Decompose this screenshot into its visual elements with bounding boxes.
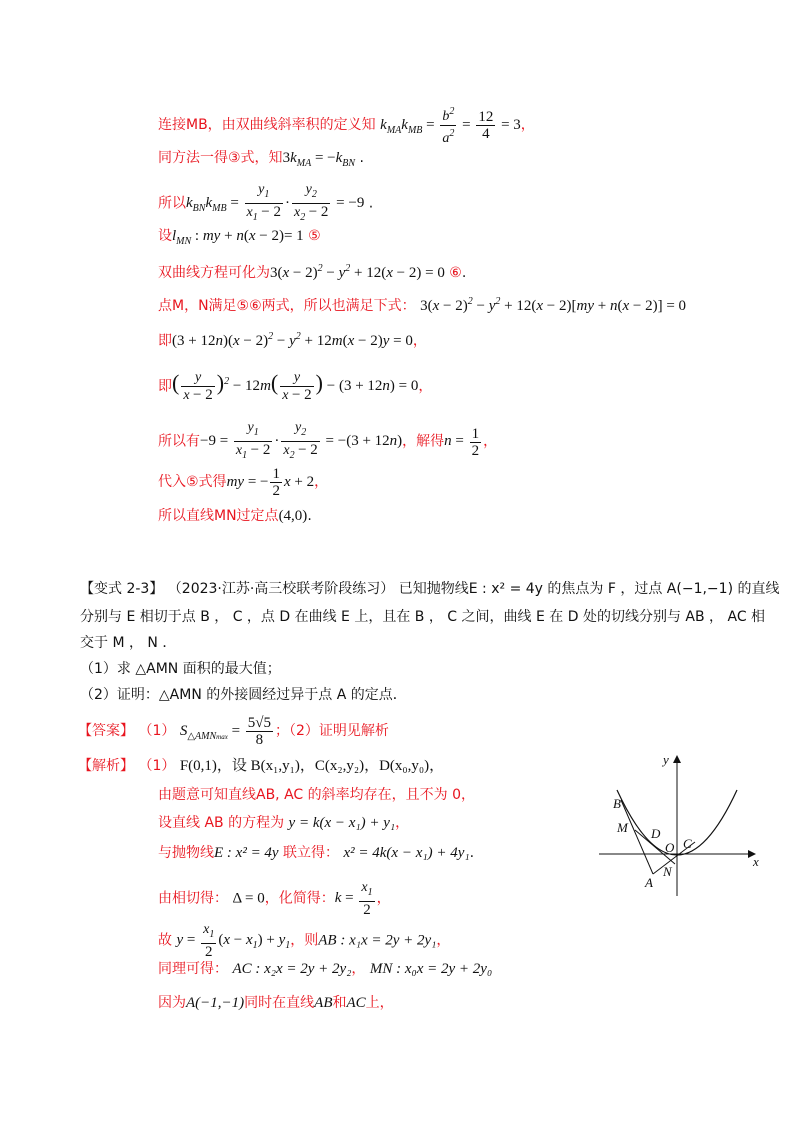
line-8-formula: ( $\frac{y}{x - 2}$ )$^2$ − 12m( $\frac{y}{x - 2}$ ) − (3 + 12n) = 0 [172, 370, 419, 403]
analysis-formula-8e: AC [346, 995, 366, 1011]
analysis-formula-4b: x² = 4k(x − x₁) + 4y₁ [343, 845, 470, 861]
line-6-text: 点M，N满足⑤⑥两式，所以也满足下式： [158, 298, 416, 314]
problem-line-1 [80, 578, 779, 600]
answer-formula: $S_{\triangle AMNmax}$ = $\frac{5√5}{8}$ [179, 715, 272, 748]
analysis-text-8f: 上， [365, 995, 394, 1011]
line-5: 双曲线方程可化为$3(x - 2)^2 - y^2 + 12(x - 2) = 0$ ⑥. [158, 263, 467, 281]
line-2-text: 同方法一得③式，知 [158, 150, 283, 166]
analysis-line-4: 与抛物线E : x² = 4y 联立得： x² = 4k(x − x₁) + 4y₁. [158, 845, 475, 861]
analysis-text-8d: 和 [332, 995, 347, 1011]
analysis-formula-7b: MN : x₀x = 2y + 2y₀ [369, 961, 493, 977]
question-2 [80, 684, 407, 706]
line-2-formula: $3k_{MA} = -k_{BN}$ [282, 150, 356, 169]
label-D: D [651, 826, 661, 841]
label-x: x [753, 854, 759, 869]
analysis-text-3: 设直线 AB 的方程为 [158, 815, 285, 831]
line-3-text: 所以 [158, 195, 186, 212]
analysis-formula-8c: AB [314, 995, 333, 1011]
analysis-formula-3: y = k(x − x₁) + y₁ [288, 815, 396, 831]
line-4 [158, 225, 321, 253]
analysis-label: 【解析】 [78, 758, 134, 774]
line-4-text: 设 [158, 228, 172, 244]
problem-line-2 [80, 606, 765, 628]
line-4-formula: $l_{MN}$ : my + n(x − 2)= 1 [172, 228, 304, 247]
analysis-text-6b: ，则 [290, 932, 319, 949]
analysis-text-4b: 联立得： [283, 845, 340, 861]
problem-stem-3: 交于 M ， N ． [80, 635, 177, 651]
analysis-line-3: 设直线 AB 的方程为 y = k(x − x₁) + y₁， [158, 815, 410, 831]
line-11: 所以直线MN过定点(4,0). [158, 508, 312, 524]
line-5-text: 双曲线方程可化为 [158, 265, 270, 281]
line-7: 即$(3 + 12n)(x - 2)^2 - y^2 + 12m(x - 2)y = 0$， [158, 331, 427, 349]
analysis-text-2: 由题意可知直线AB, AC 的斜率均存在，且不为 0， [158, 787, 475, 803]
line-10-formula: my = − $\frac{1}{2}$ x + 2 [226, 466, 315, 499]
analysis-text-5b: ，化简得： [264, 890, 335, 907]
label-N: N [663, 864, 672, 879]
line-11-text: 所以直线MN过定点 [158, 508, 279, 524]
analysis-formula-5: Δ = 0 [232, 890, 265, 907]
analysis-text-6: 故 [158, 932, 172, 949]
label-y: y [663, 752, 669, 767]
line-10: 代入⑤式得my = − $\frac{1}{2}$ x + 2， [158, 466, 329, 499]
analysis-text-7: 同理可得： [158, 961, 228, 977]
analysis-part1: （1） [138, 758, 176, 774]
line-9-formula: −9 = $\frac{y_1}{x_1 - 2}$ · $\frac{y_2}{x_2 - 2}$ = −(3 + 12n) [200, 420, 403, 461]
problem-source: （2023·江苏·高三校联考阶段练习） [167, 581, 395, 597]
problem-stem-2: 分别与 E 相切于点 B ， C ，点 D 在曲线 E 上，且在 B ， C 之间，曲线 E 在 D 处的切线分别与 AB ， AC 相 [80, 609, 766, 625]
line-11-formula: (4,0) [278, 508, 308, 524]
line-6 [158, 291, 686, 317]
line-1: 连接MB，由双曲线斜率积的定义知 $k_{MA}k_{MB}$ = $\frac{b^2}{a^2}$ = $\frac{12}{4}$ = 3， [158, 106, 535, 146]
line-9-text-b: ，解得 [402, 433, 445, 450]
analysis-text-4: 与抛物线 [158, 845, 214, 861]
line-1-formula: $k_{MA}k_{MB}$ = $\frac{b^2}{a^2}$ = $\frac{12}{4}$ = 3 [380, 106, 521, 146]
analysis-text-5: 由相切得： [158, 890, 228, 907]
circled-5: ⑤ [308, 228, 321, 244]
line-5-formula: $3(x - 2)^2 - y^2 + 12(x - 2) = 0$ [270, 263, 445, 281]
problem-line-3 [80, 632, 176, 654]
analysis-formula-4: E : x² = 4y [214, 845, 279, 861]
analysis-line-1 [78, 755, 444, 777]
answer-label: 【答案】 [78, 722, 134, 739]
line-8: 即( $\frac{y}{x - 2}$ )$^2$ − 12m( $\frac{y}{x - 2}$ ) − (3 + 12n) = 0， [158, 370, 433, 403]
analysis-formula-8: A(−1,−1) [186, 995, 245, 1011]
label-A: A [645, 875, 653, 890]
line-3: 所以$k_{BN}k_{MB}$ = $\frac{y_1}{x_1 - 2}$ · $\frac{y_2}{x_2 - 2}$ = −9 . [158, 182, 374, 223]
analysis-line-8 [158, 992, 394, 1014]
line-2: 同方法一得③式，知$3k_{MA} = -k_{BN}$ . [158, 150, 364, 169]
analysis-line-5: 由相切得： Δ = 0，化简得：k = $\frac{x_1}{2}$ ， [158, 880, 391, 918]
answer-line [78, 715, 389, 748]
label-C: C [683, 836, 692, 851]
line-9-formula-2: n = $\frac{1}{2}$ [444, 425, 480, 459]
line-10-text: 代入⑤式得 [158, 473, 227, 490]
label-M: M [617, 820, 628, 835]
problem-stem-1: 已知抛物线E : x² = 4y 的焦点为 F ，过点 A(−1,−1) 的直线 [398, 581, 780, 597]
analysis-text-8: 因为 [158, 995, 186, 1011]
line-9: 所以有−9 = $\frac{y_1}{x_1 - 2}$ · $\frac{y_2}{x_2 - 2}$ = −(3 + 12n)，解得n = $\frac{1}{2}$ ， [158, 420, 498, 461]
analysis-line-2 [158, 784, 475, 806]
tangent-AB [621, 800, 653, 874]
analysis-line-6: 故 y = $\frac{x_1}{2}$ $(x - x_1) + y_1$，则AB : x₁x = 2y + 2y₁， [158, 922, 451, 960]
line-3-formula: $k_{BN}k_{MB}$ = $\frac{y_1}{x_1 - 2}$ · $\frac{y_2}{x_2 - 2}$ = −9 [186, 182, 365, 223]
label-O: O [665, 840, 675, 855]
question-2-text: （2）证明：△AMN 的外接圆经过异于点 A 的定点． [80, 687, 407, 703]
answer-part2: ；（2）证明见解析 [275, 722, 389, 739]
line-7-text: 即 [158, 333, 172, 349]
analysis-formula-1: F(0,1)，设 B(x₁,y₁)，C(x₂,y₂)，D(x₀,y₀)， [179, 758, 445, 774]
analysis-formula-6b: AB : x₁x = 2y + 2y₁ [318, 932, 437, 949]
line-6-formula: $3(x - 2)^2 - y^2 + 12(x - 2)[my + n(x - 2)] = 0$ [420, 296, 687, 314]
analysis-formula-7: AC : x₂x = 2y + 2y₂ [232, 961, 352, 977]
analysis-formula-6: y = $\frac{x_1}{2}$ $(x - x_1) + y_1$ [176, 922, 291, 960]
label-B: B [613, 796, 621, 811]
problem-label: 【变式 2-3】 [80, 581, 164, 597]
analysis-formula-5b: k = $\frac{x_1}{2}$ [334, 880, 373, 918]
line-9-text: 所以有 [158, 433, 200, 450]
analysis-text-8b: 同时在直线 [244, 995, 315, 1011]
line-8-text: 即 [158, 378, 172, 395]
analysis-line-7: 同理可得： AC : x₂x = 2y + 2y₂， MN : x₀x = 2y + 2y₀ [158, 961, 493, 977]
question-1 [80, 658, 281, 680]
question-1-text: （1）求 △AMN 面积的最大值； [80, 661, 281, 677]
parabola-figure [595, 750, 765, 900]
answer-part1: （1） [138, 722, 176, 739]
circled-6: ⑥ [449, 265, 462, 281]
line-7-formula: $(3 + 12n)(x - 2)^2 - y^2 + 12m(x - 2)y = 0$ [172, 331, 413, 349]
line-1-text: 连接MB，由双曲线斜率积的定义知 [158, 116, 376, 133]
